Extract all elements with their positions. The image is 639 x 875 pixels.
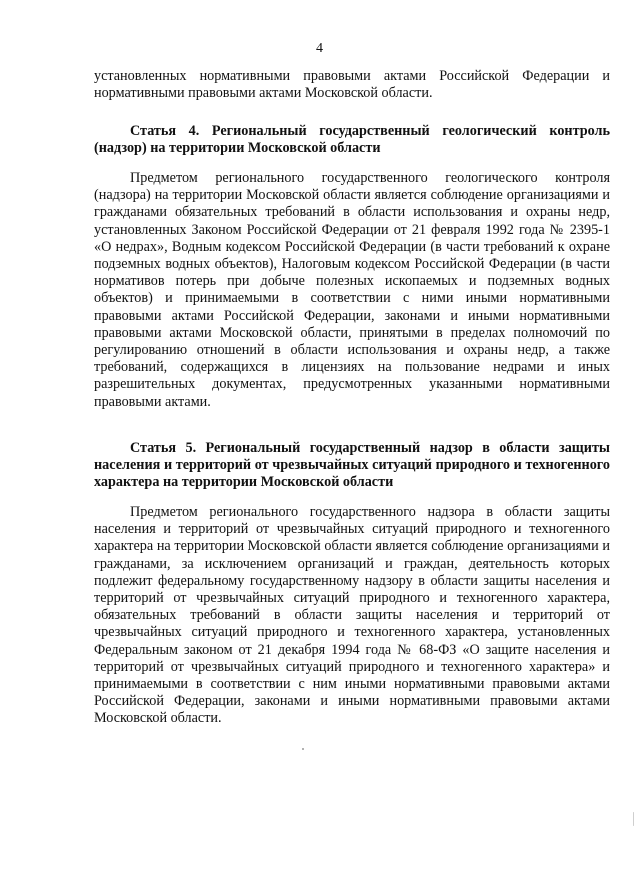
scan-edge-mark <box>633 812 634 826</box>
article-4-body-block <box>94 170 610 411</box>
scan-speck <box>302 748 304 750</box>
article-4-heading-block <box>94 123 610 157</box>
intro-paragraph-block <box>94 68 610 102</box>
article-5-body: Предметом регионального государственного надзора в области защиты населения и территорий от чрезвычайных ситуаций природного и техногенного характера на территории Московской области является соблюдение организациями и гражданами, за исключением организаций и граждан, деятельность которых подлежит федеральному государственному надзору в области защиты населения и территорий от чрезвычайных ситуаций природного и техногенного характера, обязательных требований в области защиты населения и территорий от чрезвычайных ситуаций природного и техногенного характера, установленных Федеральным законом от 21 декабря 1994 года № 68-ФЗ «О защите населения и территорий от чрезвычайных ситуаций природного и техногенного характера» и принимаемыми в соответствии с ним иными нормативными правовыми актами Российской Федерации, законами и иными нормативными правовыми актами Московской области. <box>94 504 610 727</box>
page-number: 4 <box>316 41 323 56</box>
article-5-heading: Статья 5. Региональный государственный надзор в области защиты населения и территорий от чрезвычайных ситуаций природного и техногенного характера на территории Московской области <box>94 440 610 491</box>
intro-paragraph: установленных нормативными правовыми актами Российской Федерации и нормативными правовыми актами Московской области. <box>94 68 610 102</box>
article-5-body-block <box>94 504 610 728</box>
article-5-heading-block <box>94 440 610 492</box>
article-4-body: Предметом регионального государственного геологического контроля (надзора) на территории Московской области является соблюдение организациями и гражданами обязательных требований в области использования и охраны недр, установленных Законом Российской Федерации от 21 февраля 1992 года № 2395-1 «О недрах», Водным кодексом Российской Федерации (в части требований к охране подземных водных объектов), Налоговым кодексом Российской Федерации (в части нормативов потерь при добыче полезных ископаемых и подземных водных объектов) и принимаемыми в соответствии с ними иными нормативными правовыми актами Российской Федерации, законами и иными нормативными правовыми актами Московской области, принятыми в пределах полномочий по регулированию отношений в области использования и охраны недр, а также требований, содержащихся в лицензиях на пользование недрами и иных разрешительных документах, предусмотренных указанными нормативными правовыми актами. <box>94 170 610 410</box>
article-4-heading: Статья 4. Региональный государственный геологический контроль (надзор) на территории Московской области <box>94 123 610 157</box>
